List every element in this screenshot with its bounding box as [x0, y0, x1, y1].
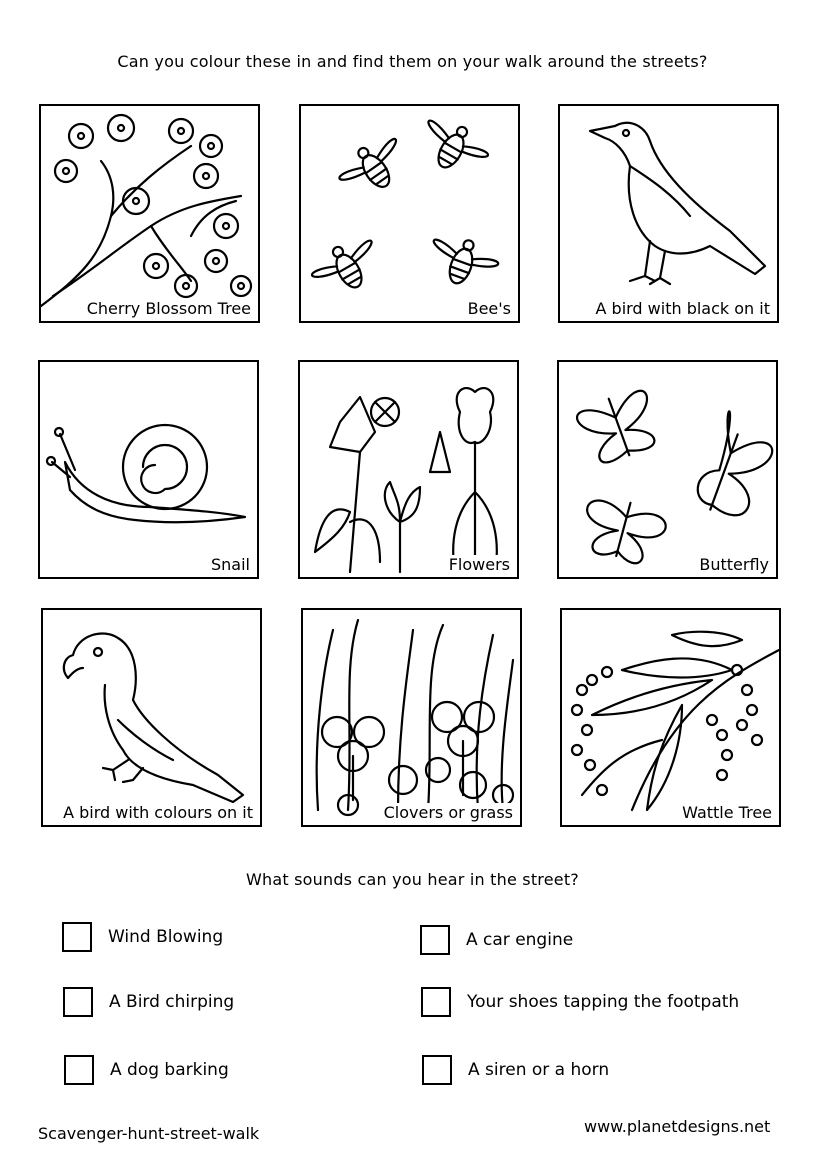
card-clovers — [301, 608, 522, 827]
cherry-blossom-icon — [41, 106, 258, 321]
checklist-item-shoes[interactable] — [421, 987, 739, 1017]
checklist-item-wind[interactable] — [62, 922, 223, 952]
checklist-label: A siren or a horn — [468, 1060, 610, 1080]
checklist-label: Wind Blowing — [108, 927, 224, 947]
flowers-icon — [300, 362, 517, 577]
checklist-item-siren[interactable] — [422, 1055, 609, 1085]
card-snail — [38, 360, 259, 579]
card-butterfly — [557, 360, 778, 579]
clover-icon — [303, 610, 520, 825]
card-label: A bird with black on it — [595, 299, 770, 318]
checklist-label: A dog barking — [110, 1060, 229, 1080]
checkbox[interactable] — [64, 1055, 94, 1085]
checklist-item-dog[interactable] — [64, 1055, 229, 1085]
sounds-heading: What sounds can you hear in the street? — [246, 870, 579, 889]
parrot-icon — [43, 610, 260, 825]
checklist-label: Your shoes tapping the footpath — [467, 992, 740, 1012]
page-title: Can you colour these in and find them on your walk around the streets? — [117, 52, 708, 71]
checkbox[interactable] — [63, 987, 93, 1017]
card-label: Cherry Blossom Tree — [86, 299, 251, 318]
card-label: Clovers or grass — [383, 803, 513, 822]
checkbox[interactable] — [421, 987, 451, 1017]
checklist-item-bird[interactable] — [63, 987, 234, 1017]
card-cherry-blossom — [39, 104, 260, 323]
card-flowers — [298, 360, 519, 579]
card-bees — [299, 104, 520, 323]
checkbox[interactable] — [62, 922, 92, 952]
card-colour-bird — [41, 608, 262, 827]
footer-website: www.planetdesigns.net — [584, 1117, 771, 1136]
card-label: Snail — [211, 555, 250, 574]
card-wattle — [560, 608, 781, 827]
magpie-icon — [560, 106, 777, 321]
card-label: Bee's — [467, 299, 511, 318]
wattle-icon — [562, 610, 779, 825]
checklist-label: A Bird chirping — [109, 992, 235, 1012]
bee-icon — [301, 106, 518, 321]
butterfly-icon — [559, 362, 776, 577]
checkbox[interactable] — [420, 925, 450, 955]
footer-title: Scavenger-hunt-street-walk — [38, 1124, 260, 1143]
checklist-item-car[interactable] — [420, 925, 573, 955]
checklist-label: A car engine — [466, 930, 574, 950]
card-label: A bird with colours on it — [63, 803, 253, 822]
snail-icon — [40, 362, 257, 577]
card-label: Flowers — [448, 555, 510, 574]
card-black-bird — [558, 104, 779, 323]
card-label: Butterfly — [699, 555, 769, 574]
card-label: Wattle Tree — [682, 803, 772, 822]
checkbox[interactable] — [422, 1055, 452, 1085]
